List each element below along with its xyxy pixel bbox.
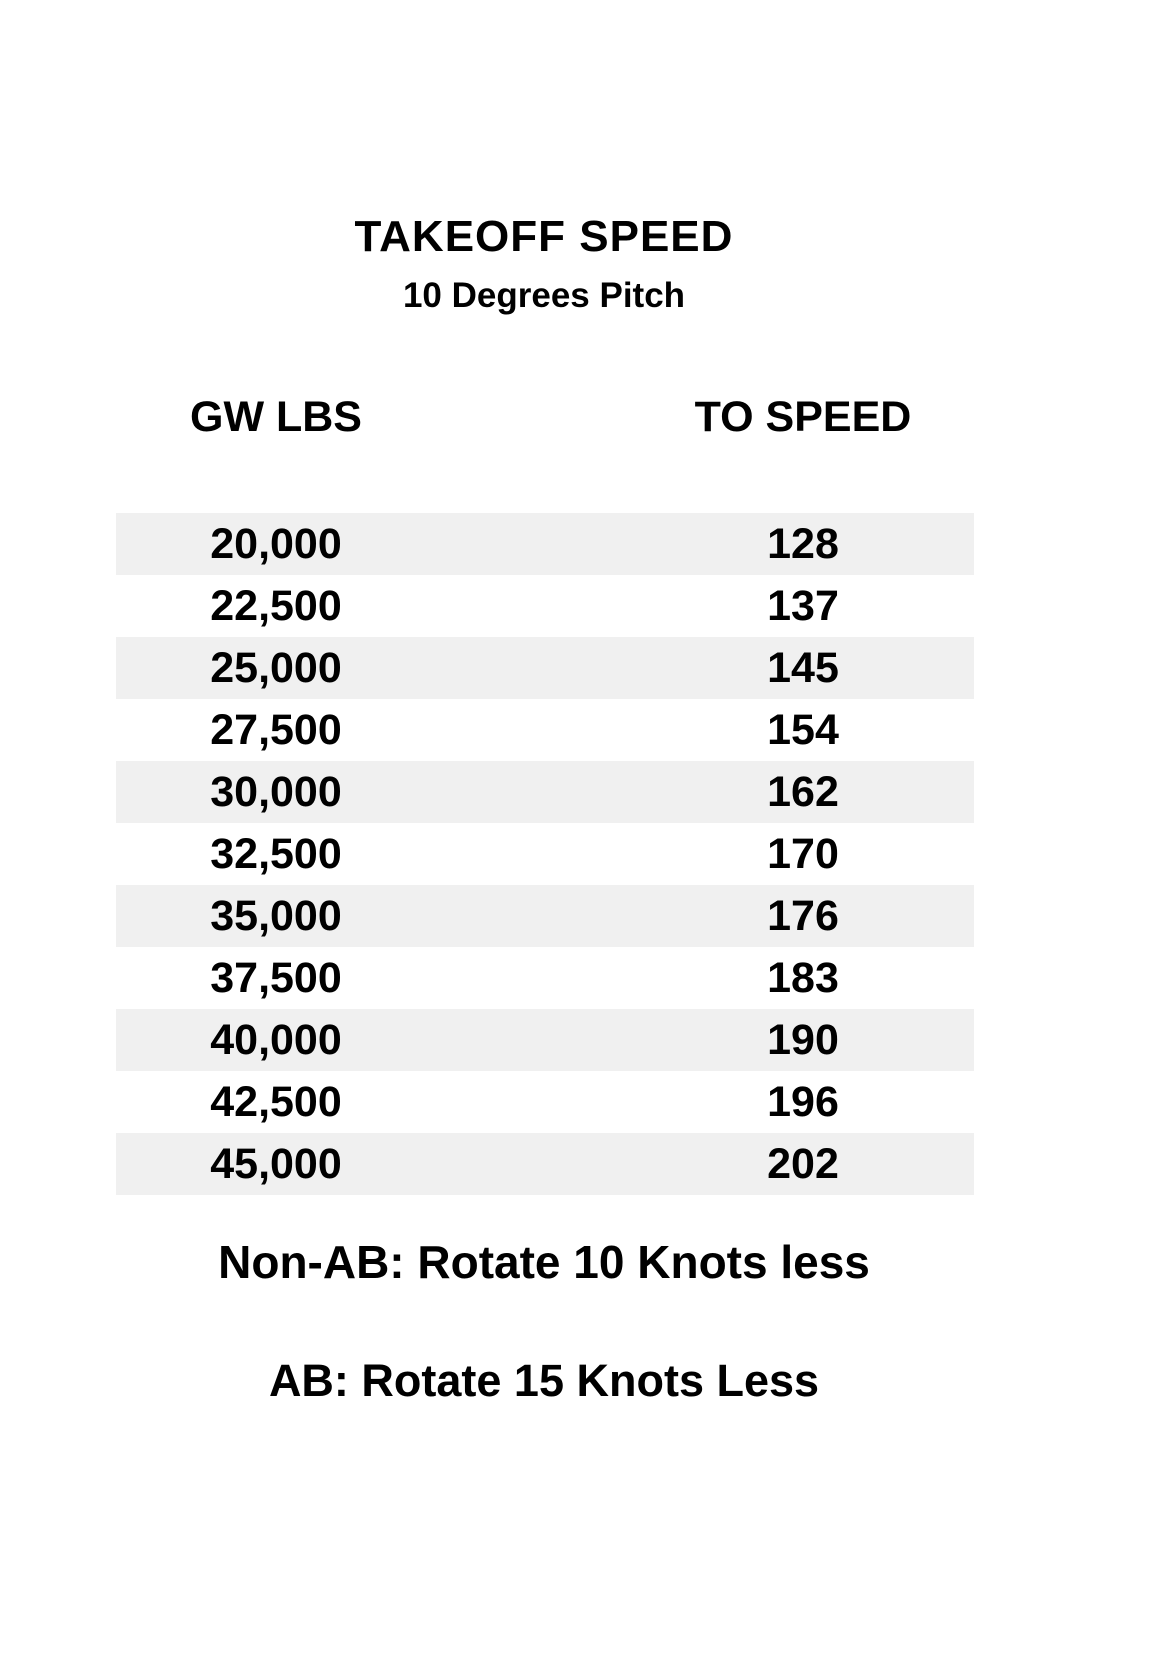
column-header-to-speed: TO SPEED bbox=[694, 393, 912, 441]
takeoff-speed-table-body bbox=[116, 513, 974, 1195]
gw-value: 40,000 bbox=[210, 1016, 342, 1064]
gw-value: 37,500 bbox=[210, 954, 342, 1002]
gw-value: 25,000 bbox=[210, 644, 342, 692]
gw-value: 27,500 bbox=[210, 706, 342, 754]
table-row bbox=[116, 885, 974, 947]
to-speed-value: 170 bbox=[767, 830, 839, 878]
gw-value: 20,000 bbox=[210, 520, 342, 568]
to-speed-value: 190 bbox=[767, 1016, 839, 1064]
page-subtitle: 10 Degrees Pitch bbox=[402, 276, 686, 315]
table-row bbox=[116, 761, 974, 823]
table-row bbox=[116, 575, 974, 637]
table-header-row bbox=[116, 392, 974, 442]
column-header-gw-lbs: GW LBS bbox=[190, 393, 362, 441]
gw-value: 32,500 bbox=[210, 830, 342, 878]
table-row bbox=[116, 947, 974, 1009]
to-speed-value: 145 bbox=[767, 644, 839, 692]
gw-value: 35,000 bbox=[210, 892, 342, 940]
to-speed-value: 162 bbox=[767, 768, 839, 816]
to-speed-value: 128 bbox=[767, 520, 839, 568]
to-speed-value: 154 bbox=[767, 706, 839, 754]
to-speed-value: 183 bbox=[767, 954, 839, 1002]
to-speed-value: 137 bbox=[767, 582, 839, 630]
table-row bbox=[116, 1009, 974, 1071]
gw-value: 30,000 bbox=[210, 768, 342, 816]
note-non-ab: Non-AB: Rotate 10 Knots less bbox=[218, 1236, 870, 1288]
table-row bbox=[116, 513, 974, 575]
gw-value: 42,500 bbox=[210, 1078, 342, 1126]
gw-value: 22,500 bbox=[210, 582, 342, 630]
note-ab: AB: Rotate 15 Knots Less bbox=[268, 1355, 820, 1406]
gw-value: 45,000 bbox=[210, 1140, 342, 1188]
table-row bbox=[116, 637, 974, 699]
table-row bbox=[116, 823, 974, 885]
to-speed-value: 176 bbox=[767, 892, 839, 940]
page-title: TAKEOFF SPEED bbox=[354, 212, 734, 261]
table-row bbox=[116, 1071, 974, 1133]
to-speed-value: 196 bbox=[767, 1078, 839, 1126]
table-row bbox=[116, 1133, 974, 1195]
to-speed-value: 202 bbox=[767, 1140, 839, 1188]
table-row bbox=[116, 699, 974, 761]
